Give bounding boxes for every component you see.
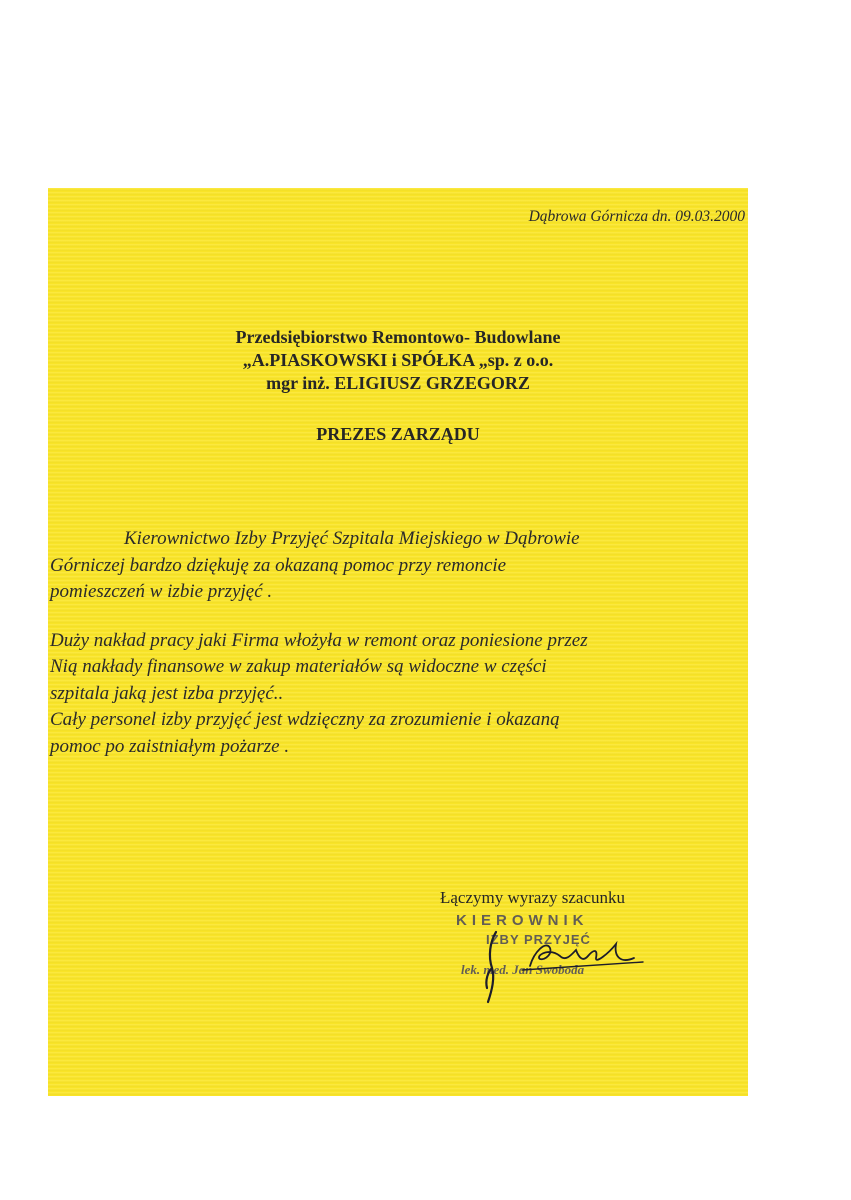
- body-line: szpitala jaką jest izba przyjęć..: [50, 682, 284, 704]
- stamp-line-1: KIEROWNIK: [456, 912, 589, 929]
- addressee-title: PREZES ZARZĄDU: [316, 424, 480, 444]
- date-line: Dąbrowa Górnicza dn. 09.03.2000: [528, 208, 745, 225]
- closing-line: Łączymy wyrazy szacunku: [440, 888, 626, 907]
- body-line: Cały personel izby przyjęć jest wdzięczny za zrozumienie i okazaną: [50, 709, 560, 730]
- body-line: Nią nakłady finansowe w zakup materiałów są widoczne w części: [50, 656, 547, 677]
- addressee-block: [48, 326, 748, 395]
- body-line: pomieszczeń w izbie przyjęć .: [50, 581, 273, 602]
- body-line: Górniczej bardzo dziękuję za okazaną pomoc przy remoncie: [50, 554, 507, 576]
- body-line: Kierownictwo Izby Przyjęć Szpitala Miejskiego w Dąbrowie: [124, 528, 580, 549]
- stamp-line-3: lek. med. Jan Swoboda: [461, 962, 585, 977]
- body-line: Duży nakład pracy jaki Firma włożyła w remont oraz poniesione przez: [50, 629, 588, 651]
- addressee-company-name: „A.PIASKOWSKI i SPÓŁKA „sp. z o.o.: [242, 350, 554, 370]
- letter-body: [50, 526, 750, 760]
- letter-sheet: [48, 188, 748, 1096]
- paragraph-gap: [50, 606, 750, 628]
- stamp-line-2: IZBY PRZYJĘĆ: [486, 932, 591, 947]
- addressee-person: mgr inż. ELIGIUSZ GRZEGORZ: [266, 373, 530, 393]
- body-line: pomoc po zaistniałym pożarze .: [50, 735, 290, 757]
- addressee-company: Przedsiębiorstwo Remontowo- Budowlane: [235, 327, 561, 347]
- handwritten-signature: [438, 910, 658, 1010]
